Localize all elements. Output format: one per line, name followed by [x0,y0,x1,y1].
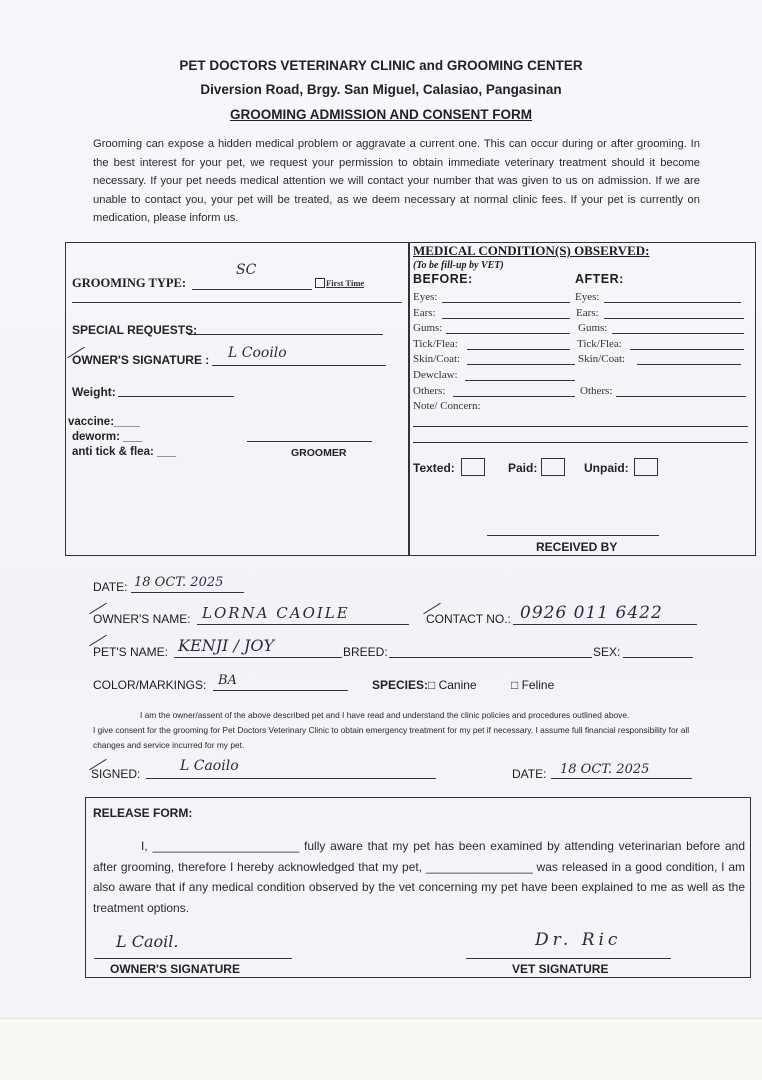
consent-paragraph [93,708,703,753]
vet-signature-line[interactable] [466,958,671,959]
release-text: I, ______________________ fully aware that my pet has been examined by attending veterinarian before and after grooming, therefore I hereby acknowledged that my pet, ________________ was released in a good condition, I am also aware that if any medical condition observed by the vet concerning my pet have been explained to me as well as the treatment options. [93,839,745,915]
date-value: 18 OCT. 2025 [134,575,224,590]
form-title [0,107,762,122]
before-tickflea-line[interactable] [467,349,570,350]
weight-line[interactable] [118,396,234,397]
intro-paragraph: Grooming can expose a hidden medical problem or aggravate a current one. This can occur during or after grooming. In the best interest for your pet, we request your permission to obtain immediate veterinary treatment should it become necessary. If your pet needs medical attention we will contact your number that was given to us on admission. If we are unable to contact you, your pet will be treated, as we deem necessary at normal clinic fees. If your pet is currently on medication, please inform us. [93,138,700,225]
vet-signature-label: VET SIGNATURE [512,962,609,976]
after-ears-line[interactable] [604,318,744,319]
date-line[interactable] [131,592,244,593]
signed-value: L Caoilo [180,758,239,774]
after-gums-line[interactable] [612,333,744,334]
note-line-2[interactable] [413,442,748,443]
consent-date-label: DATE: [512,767,547,781]
after-others-line[interactable] [616,396,746,397]
note-line-1[interactable] [413,426,748,427]
groomer-line[interactable] [247,441,372,442]
sex-label: SEX: [593,645,621,659]
release-owner-signature-value: L Caoil. [116,932,179,951]
consent-line-1: I am the owner/assent of the above described pet and I have read and understand the clinic policies and procedures outlined above. [140,710,630,720]
after-ears-label: Ears: [576,307,599,319]
anti-tick-label: anti tick & flea: ___ [72,446,177,458]
vaccine-label: vaccine:____ [68,416,140,428]
after-eyes-line[interactable] [604,302,741,303]
before-dewclaw-line[interactable] [465,380,575,381]
paid-checkbox[interactable] [541,458,565,476]
deworm-label: deworm: ___ [72,431,143,443]
after-others-label: Others: [580,385,613,397]
texted-label: Texted: [413,461,455,475]
after-label: AFTER: [575,272,624,286]
before-skincoat-label: Skin/Coat: [413,353,461,365]
owner-signature-value: L Cooilo [228,345,287,361]
paid-label: Paid: [508,461,538,475]
owner-name-label: OWNER'S NAME: [93,612,191,626]
release-owner-signature-line[interactable] [94,958,292,959]
sex-line[interactable] [623,657,693,658]
species-label: SPECIES: [372,678,429,692]
release-paragraph [93,836,745,918]
contact-value: 0926 011 6422 [520,603,663,623]
grooming-type-line-2 [72,302,402,303]
form-title-text: GROOMING ADMISSION AND CONSENT FORM [230,107,532,122]
after-tickflea-label: Tick/Flea: [577,338,622,350]
signed-line[interactable] [146,778,436,779]
species-canine-option[interactable]: □ Canine [428,678,477,692]
after-skincoat-label: Skin/Coat: [578,353,626,365]
color-markings-line[interactable] [213,690,348,691]
before-tickflea-label: Tick/Flea: [413,338,458,350]
medical-subtitle: (To be fill-up by VET) [413,260,504,271]
owner-name-value: LORNA CAOILE [202,604,350,622]
received-by-label: RECEIVED BY [536,540,618,554]
after-eyes-label: Eyes: [575,291,600,303]
color-markings-value: BA [218,673,237,688]
color-markings-label: COLOR/MARKINGS: [93,678,207,692]
before-others-line[interactable] [453,396,575,397]
after-tickflea-line[interactable] [630,349,744,350]
before-eyes-line[interactable] [442,302,570,303]
date-label: DATE: [93,580,128,594]
first-time-label: First Time [326,278,365,288]
unpaid-label: Unpaid: [584,461,629,475]
pet-name-label: PET'S NAME: [93,645,168,659]
vet-signature-value: Dr. Ric [535,930,622,950]
note-concern-label: Note/ Concern: [413,400,481,412]
release-form-title: RELEASE FORM: [93,806,193,820]
contact-label: CONTACT NO.: [426,612,511,626]
after-gums-label: Gums: [578,322,608,334]
owner-name-line[interactable] [197,624,409,625]
first-time-checkbox[interactable] [315,278,325,288]
weight-label: Weight: [72,385,116,399]
medical-box [408,242,756,556]
before-skincoat-line[interactable] [467,364,575,365]
scanner-background [0,1018,762,1080]
before-ears-label: Ears: [413,307,436,319]
received-by-line[interactable] [487,535,659,536]
grooming-type-value[interactable]: SC [236,262,257,278]
grooming-type-label: GROOMING TYPE: [72,276,187,290]
owner-signature-label: OWNER'S SIGNATURE : [72,353,210,367]
clinic-address: Diversion Road, Brgy. San Miguel, Calasiao, Pangasinan [200,82,562,97]
consent-date-line[interactable] [551,778,692,779]
species-feline-option[interactable]: □ Feline [511,678,555,692]
after-skincoat-line[interactable] [637,364,741,365]
release-owner-signature-label: OWNER'S SIGNATURE [110,962,240,976]
signed-label: SIGNED: [91,767,141,781]
pet-name-value: KENJI / JOY [178,636,275,655]
before-gums-line[interactable] [446,333,570,334]
special-requests-label: SPECIAL REQUESTS: [72,323,198,337]
contact-line[interactable] [513,624,697,625]
consent-date-value: 18 OCT. 2025 [560,762,650,777]
unpaid-checkbox[interactable] [634,458,658,476]
before-eyes-label: Eyes: [413,291,438,303]
owner-signature-line[interactable] [212,365,386,366]
before-label: BEFORE: [413,272,473,286]
before-dewclaw-label: Dewclaw: [413,369,458,381]
breed-line[interactable] [389,657,592,658]
special-requests-line[interactable] [188,334,383,335]
before-gums-label: Gums: [413,322,443,334]
pet-name-line[interactable] [174,657,342,658]
consent-line-rest: I give consent for the grooming for Pet Doctors Veterinary Clinic to obtain emergency treatment for my pet if necessary. I assume full financial responsibility for all changes and service incurred for my pet. [93,725,690,750]
breed-label: BREED: [343,645,388,659]
before-ears-line[interactable] [442,318,570,319]
groomer-label: GROOMER [291,447,347,459]
medical-title: MEDICAL CONDITION(S) OBSERVED: [413,243,650,258]
grooming-type-line [192,289,312,290]
clinic-name: PET DOCTORS VETERINARY CLINIC and GROOMING CENTER [179,58,583,73]
before-others-label: Others: [413,385,446,397]
texted-checkbox[interactable] [461,458,485,476]
